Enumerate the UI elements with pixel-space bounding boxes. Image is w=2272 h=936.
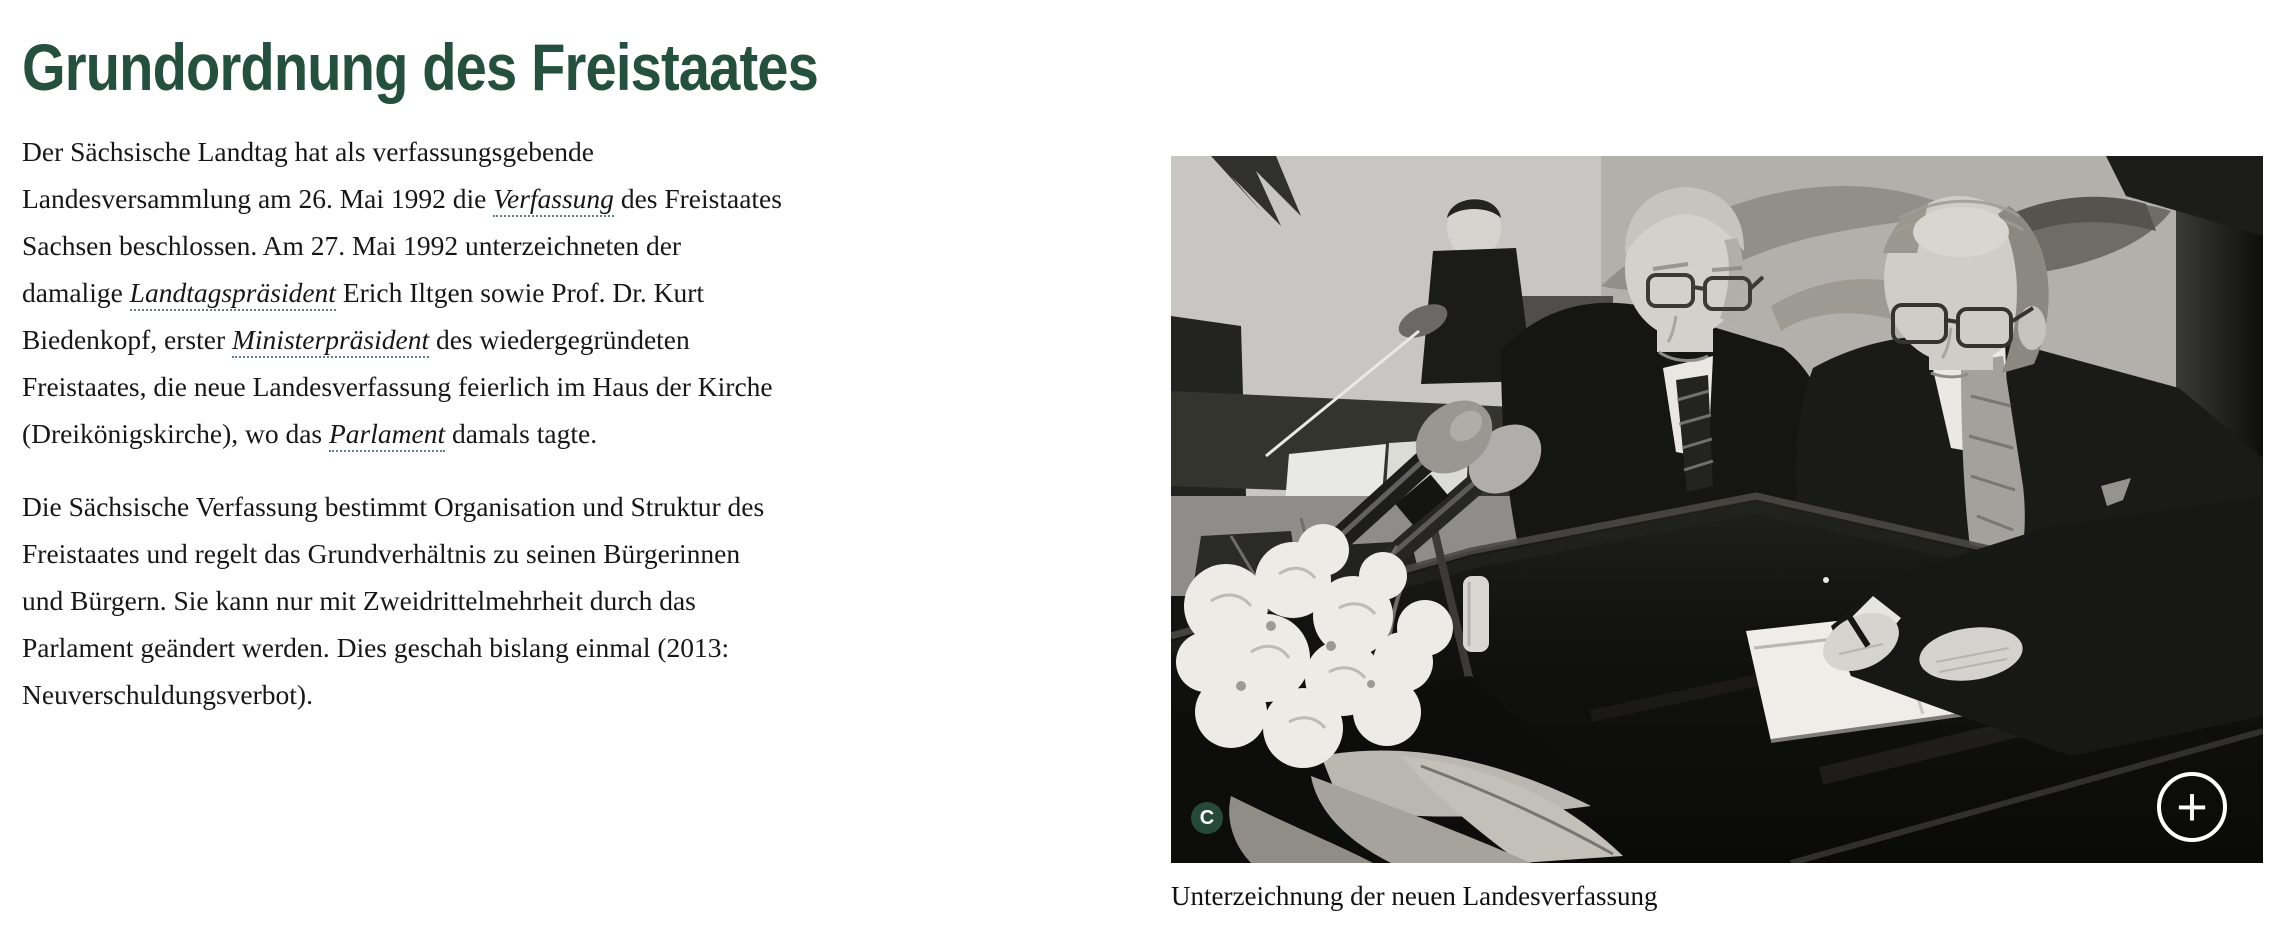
glossary-term-link[interactable]: Parlament	[329, 418, 445, 452]
paragraph: Die Sächsische Verfassung bestimmt Organisation und Struktur des Freistaates und regelt das Grundverhältnis zu seinen Bürgerinnen und Bürgern. Sie kann nur mit Zweidrittelmehrheit durch das Parlament geändert werden. Dies geschah bislang einmal (2013: Neuverschuldungsverbot).	[22, 491, 765, 710]
copyright-badge[interactable]: C	[1191, 802, 1223, 834]
paragraph: Der Sächsische Landtag hat als verfassungsgebende Landesversammlung am 26. Mai 1992 die Verfassung des Freistaates Sachsen beschlossen. Am 27. Mai 1992 unterzeichneten der damalige Landtagspräsident Erich Iltgen sowie Prof. Dr. Kurt Biedenkopf, erster Ministerpräsident des wiedergegründeten Freistaates, die neue Landesverfassung feierlich im Haus der Kirche (Dreikönigskirche), wo das Parlament damals tagte.	[22, 128, 784, 457]
glossary-term-link[interactable]: Ministerpräsident	[232, 324, 429, 358]
signing-photo-illustration	[1171, 156, 2263, 863]
page-title: Grundordnung des Freistaates	[22, 30, 819, 104]
signing-photo[interactable]	[1171, 156, 2263, 863]
article-figure	[1171, 156, 2263, 913]
image-caption: Unterzeichnung der neuen Landesverfassung	[1171, 881, 1658, 911]
enlarge-image-button[interactable]: +	[2157, 772, 2227, 842]
glossary-term-link[interactable]: Verfassung	[493, 183, 614, 217]
article-paragraphs	[22, 128, 784, 744]
glossary-term-link[interactable]: Landtagspräsident	[130, 277, 336, 311]
